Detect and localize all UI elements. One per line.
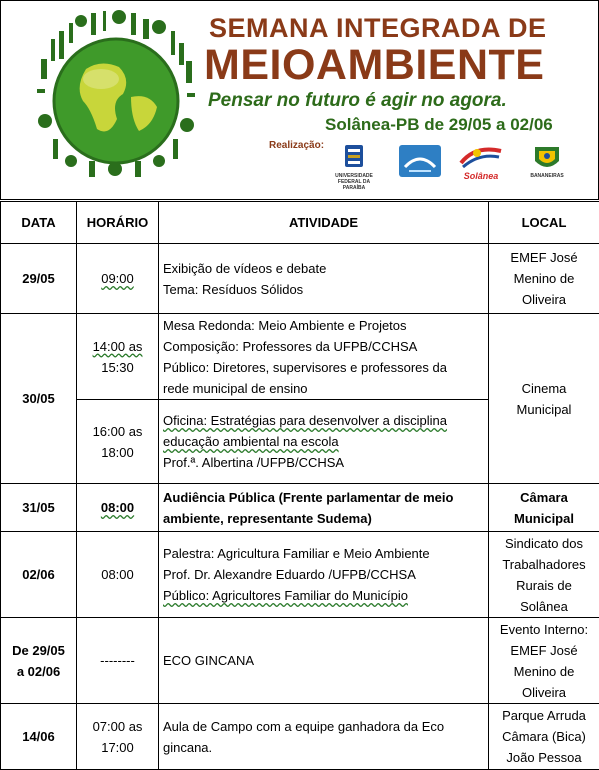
- time-end: 15:30: [81, 357, 154, 378]
- cell-local: [489, 314, 599, 484]
- cell-local: [489, 704, 599, 770]
- ufpb-emblem-icon: [331, 143, 377, 173]
- cell-activity: [159, 484, 489, 532]
- cell-activity: [159, 314, 489, 400]
- activity-line: Palestra: Agricultura Familiar e Meio Ambiente: [163, 543, 484, 564]
- cell-date: [1, 618, 77, 704]
- cell-time: 08:00: [77, 532, 159, 618]
- cell-activity: [159, 400, 489, 484]
- activity-line: Público: Diretores, supervisores e professores da: [163, 357, 484, 378]
- header-local: LOCAL: [489, 202, 599, 244]
- activity-line: rede municipal de ensino: [163, 378, 484, 399]
- cell-time: [77, 244, 159, 314]
- local-line: Parque Arruda: [493, 705, 595, 726]
- cell-local: [489, 532, 599, 618]
- time-start: 16:00 as: [81, 421, 154, 442]
- date-line: De 29/05: [5, 640, 72, 661]
- solanea-caption: Solânea: [455, 171, 507, 181]
- time-end: 18:00: [81, 442, 154, 463]
- bananeiras-caption: BANANEIRAS: [523, 173, 571, 179]
- activity-line: Composição: Professores da UFPB/CCHSA: [163, 336, 484, 357]
- local-line: Oliveira: [493, 289, 595, 310]
- date-line: a 02/06: [5, 661, 72, 682]
- place-and-dates: Solânea-PB de 29/05 a 02/06: [325, 115, 553, 135]
- time-end: 17:00: [81, 737, 154, 758]
- slogan: Pensar no futuro é agir no agora.: [208, 90, 507, 112]
- table-row: [1, 484, 599, 532]
- bananeiras-crest-icon: [523, 143, 571, 173]
- time-text: 08:00: [101, 500, 134, 515]
- schedule-table: [0, 201, 599, 770]
- title-line-1: SEMANA INTEGRADA DE: [209, 13, 547, 44]
- activity-line: Prof.ª. Albertina /UFPB/CCHSA: [163, 452, 484, 473]
- activity-line: Exibição de vídeos e debate: [163, 258, 484, 279]
- header-data: DATA: [1, 202, 77, 244]
- local-line: Menino de: [493, 268, 595, 289]
- cell-date: 02/06: [1, 532, 77, 618]
- solanea-logo: [455, 143, 507, 183]
- title-line-2: MEIOAMBIENTE: [204, 41, 544, 90]
- cell-activity: ECO GINCANA: [159, 618, 489, 704]
- green-globe-icon: [31, 9, 201, 179]
- cell-date: 30/05: [1, 314, 77, 484]
- time-text: 09:00: [101, 271, 134, 286]
- table-header-row: [1, 202, 599, 244]
- local-line: Solânea: [493, 596, 595, 617]
- activity-line: Mesa Redonda: Meio Ambiente e Projetos: [163, 315, 484, 336]
- cell-date: 14/06: [1, 704, 77, 770]
- local-line: Rurais de: [493, 575, 595, 596]
- local-line: Trabalhadores: [493, 554, 595, 575]
- activity-line: Audiência Pública (Frente parlamentar de meio: [163, 487, 484, 508]
- cell-local: [489, 244, 599, 314]
- bananeiras-logo: [523, 143, 571, 183]
- local-line: Oliveira: [493, 682, 595, 703]
- local-line: Evento Interno:: [493, 619, 595, 640]
- time-start: 14:00 as: [93, 339, 143, 354]
- activity-line: Aula de Campo com a equipe ganhadora da Eco: [163, 716, 484, 737]
- table-row: [1, 704, 599, 770]
- solanea-swoosh-icon: [455, 143, 507, 173]
- local-line: Câmara: [493, 487, 595, 508]
- ufpb-logo: [331, 143, 377, 183]
- table-row: [1, 618, 599, 704]
- local-line: EMEF José: [493, 247, 595, 268]
- activity-line: Prof. Dr. Alexandre Eduardo /UFPB/CCHSA: [163, 564, 484, 585]
- blue-seal-icon: [397, 143, 443, 179]
- time-text: [81, 336, 154, 357]
- cell-time: [77, 400, 159, 484]
- local-line: EMEF José: [493, 640, 595, 661]
- local-line: Municipal: [493, 399, 595, 420]
- header-horario: HORÁRIO: [77, 202, 159, 244]
- activity-line: gincana.: [163, 737, 484, 758]
- cell-time: [77, 704, 159, 770]
- cell-activity: [159, 532, 489, 618]
- local-line: Municipal: [493, 508, 595, 529]
- cell-date: 31/05: [1, 484, 77, 532]
- local-line: Sindicato dos: [493, 533, 595, 554]
- cell-time: [77, 484, 159, 532]
- local-line: Câmara (Bica): [493, 726, 595, 747]
- activity-line: Tema: Resíduos Sólidos: [163, 279, 484, 300]
- flyer-header: [0, 0, 599, 200]
- local-line: Cinema: [493, 378, 595, 399]
- local-line: João Pessoa: [493, 747, 595, 768]
- cell-local: [489, 484, 599, 532]
- cell-date: 29/05: [1, 244, 77, 314]
- activity-line: Público: Agricultores Familiar do Município: [163, 585, 484, 606]
- cell-time: [77, 314, 159, 400]
- header-atividade: ATIVIDADE: [159, 202, 489, 244]
- realizacao-label: Realização:: [269, 140, 324, 151]
- activity-line: Oficina: Estratégias para desenvolver a disciplina: [163, 410, 484, 431]
- ufpb-caption: UNIVERSIDADE FEDERAL DA PARAÍBA: [331, 173, 377, 191]
- table-row: [1, 244, 599, 314]
- activity-line: ambiente, representante Sudema): [163, 508, 484, 529]
- cell-time: --------: [77, 618, 159, 704]
- cell-activity: [159, 244, 489, 314]
- activity-line: educação ambiental na escola: [163, 431, 484, 452]
- cell-local: [489, 618, 599, 704]
- cell-activity: [159, 704, 489, 770]
- time-start: 07:00 as: [81, 716, 154, 737]
- blue-seal-logo: [397, 143, 443, 183]
- local-line: Menino de: [493, 661, 595, 682]
- table-row: [1, 314, 599, 400]
- table-row: [1, 532, 599, 618]
